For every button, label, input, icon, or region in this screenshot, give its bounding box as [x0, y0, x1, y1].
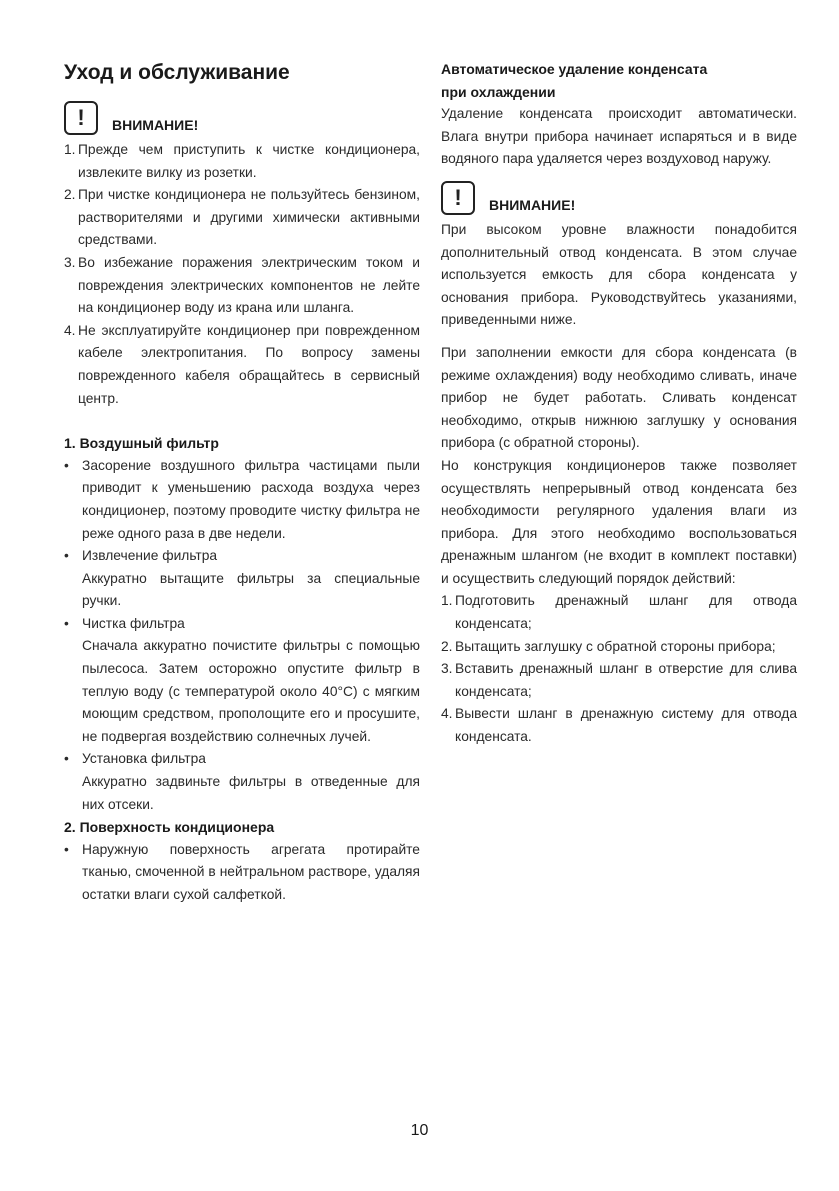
surface-list [64, 839, 420, 907]
page-title: Уход и обслуживание [64, 61, 290, 84]
drain-paragraph: При заполнении емкости для сбора конденсата (в режиме охлаждения) воду необходимо сливать, иначе прибор не будет работать. Сливать конденсат необходимо, открыв нижнюю заглушку у основания прибора (с обратной стороны). [441, 344, 797, 451]
warning-list [64, 139, 420, 410]
list-item: 4. Вывести шланг в дренажную систему для отвода конденсата. [441, 706, 797, 745]
condensate-heading: Автоматическое удаление конденсата при охлаждении [441, 61, 708, 100]
air-filter-list [64, 455, 420, 568]
exclamation-warning-icon: ! [441, 181, 475, 215]
continuous-drain-paragraph: Но конструкция кондиционеров также позволяет осуществлять непрерывный отвод конденсата без необходимости регулярного удаления влаги из прибора. Для этого необходимо воспользоваться дренажным шлангом (не входит в комплект поставки) и осуществить следующий порядок действий: [441, 457, 797, 586]
warning-label: ВНИМАНИЕ! [489, 196, 576, 213]
list-item: • Засорение воздушного фильтра частицами пыли приводит к уменьшению расхода воздуха через кондиционер, поэтому проводите чистку фильтра не реже одного раза в две недели. [64, 457, 420, 541]
list-item: 1. Подготовить дренажный шланг для отвода конденсата; [441, 593, 797, 632]
drain-steps-list [441, 590, 797, 748]
list-item: • Извлечение фильтра [64, 548, 218, 564]
left-column [64, 58, 420, 907]
list-item: • Чистка фильтра [64, 615, 185, 631]
warning-block [441, 181, 797, 215]
exclamation-warning-icon: ! [64, 101, 98, 135]
list-item: • Установка фильтра [64, 751, 206, 767]
condensate-intro: Удаление конденсата происходит автоматически. Влага внутри прибора начинает испаряться и в виде водяного пара удаляется через воздуховод наружу. [441, 106, 797, 167]
right-column [441, 58, 797, 749]
list-item: • Наружную поверхность агрегата протирайте тканью, смоченной в нейтральном растворе, удаляя остатки влаги сухой салфеткой. [64, 841, 420, 902]
section-heading-surface: 2. Поверхность кондиционера [64, 819, 275, 836]
filter-removal-text: Аккуратно вытащите фильтры за специальные ручки. [82, 570, 420, 609]
list-item: 1. Прежде чем приступить к чистке кондиционера, извлеките вилку из розетки. [64, 142, 420, 180]
list-item: 2. Вытащить заглушку с обратной стороны прибора; [441, 638, 776, 654]
page-number: 10 [410, 1122, 429, 1139]
section-heading-air-filter: 1. Воздушный фильтр [64, 435, 219, 452]
filter-install-text: Аккуратно задвиньте фильтры в отведенные для них отсеки. [82, 774, 420, 812]
warning-text: При высоком уровне влажности понадобится дополнительный отвод конденсата. В этом случае используется емкость для сбора конденсата у основания прибора. Руководствуйтесь указаниями, приведенными ниже. [441, 221, 797, 328]
list-item: 3. Во избежание поражения электрическим током и повреждения электрических компонентов не лейте на кондиционер воду из крана или шланга. [64, 254, 420, 316]
list-item: 2. При чистке кондиционера не пользуйтесь бензином, растворителями и другими химически активными средствами. [64, 187, 420, 248]
warning-block [64, 101, 420, 135]
warning-label: ВНИМАНИЕ! [112, 117, 199, 133]
list-item: 4. Не эксплуатируйте кондиционер при поврежденном кабеле электропитания. По вопросу замены поврежденного кабеля обращайтесь в сервисный центр. [64, 322, 420, 406]
list-item: 3. Вставить дренажный шланг в отверстие для слива конденсата; [441, 661, 797, 699]
filter-cleaning-text: Сначала аккуратно почистите фильтры с помощью пылесоса. Затем осторожно опустите фильтр в теплую воду (с температурой около 40°С) с мягким моющим средством, прополощите его и просушите, не подвергая воздействию солнечных лучей. [82, 638, 420, 744]
